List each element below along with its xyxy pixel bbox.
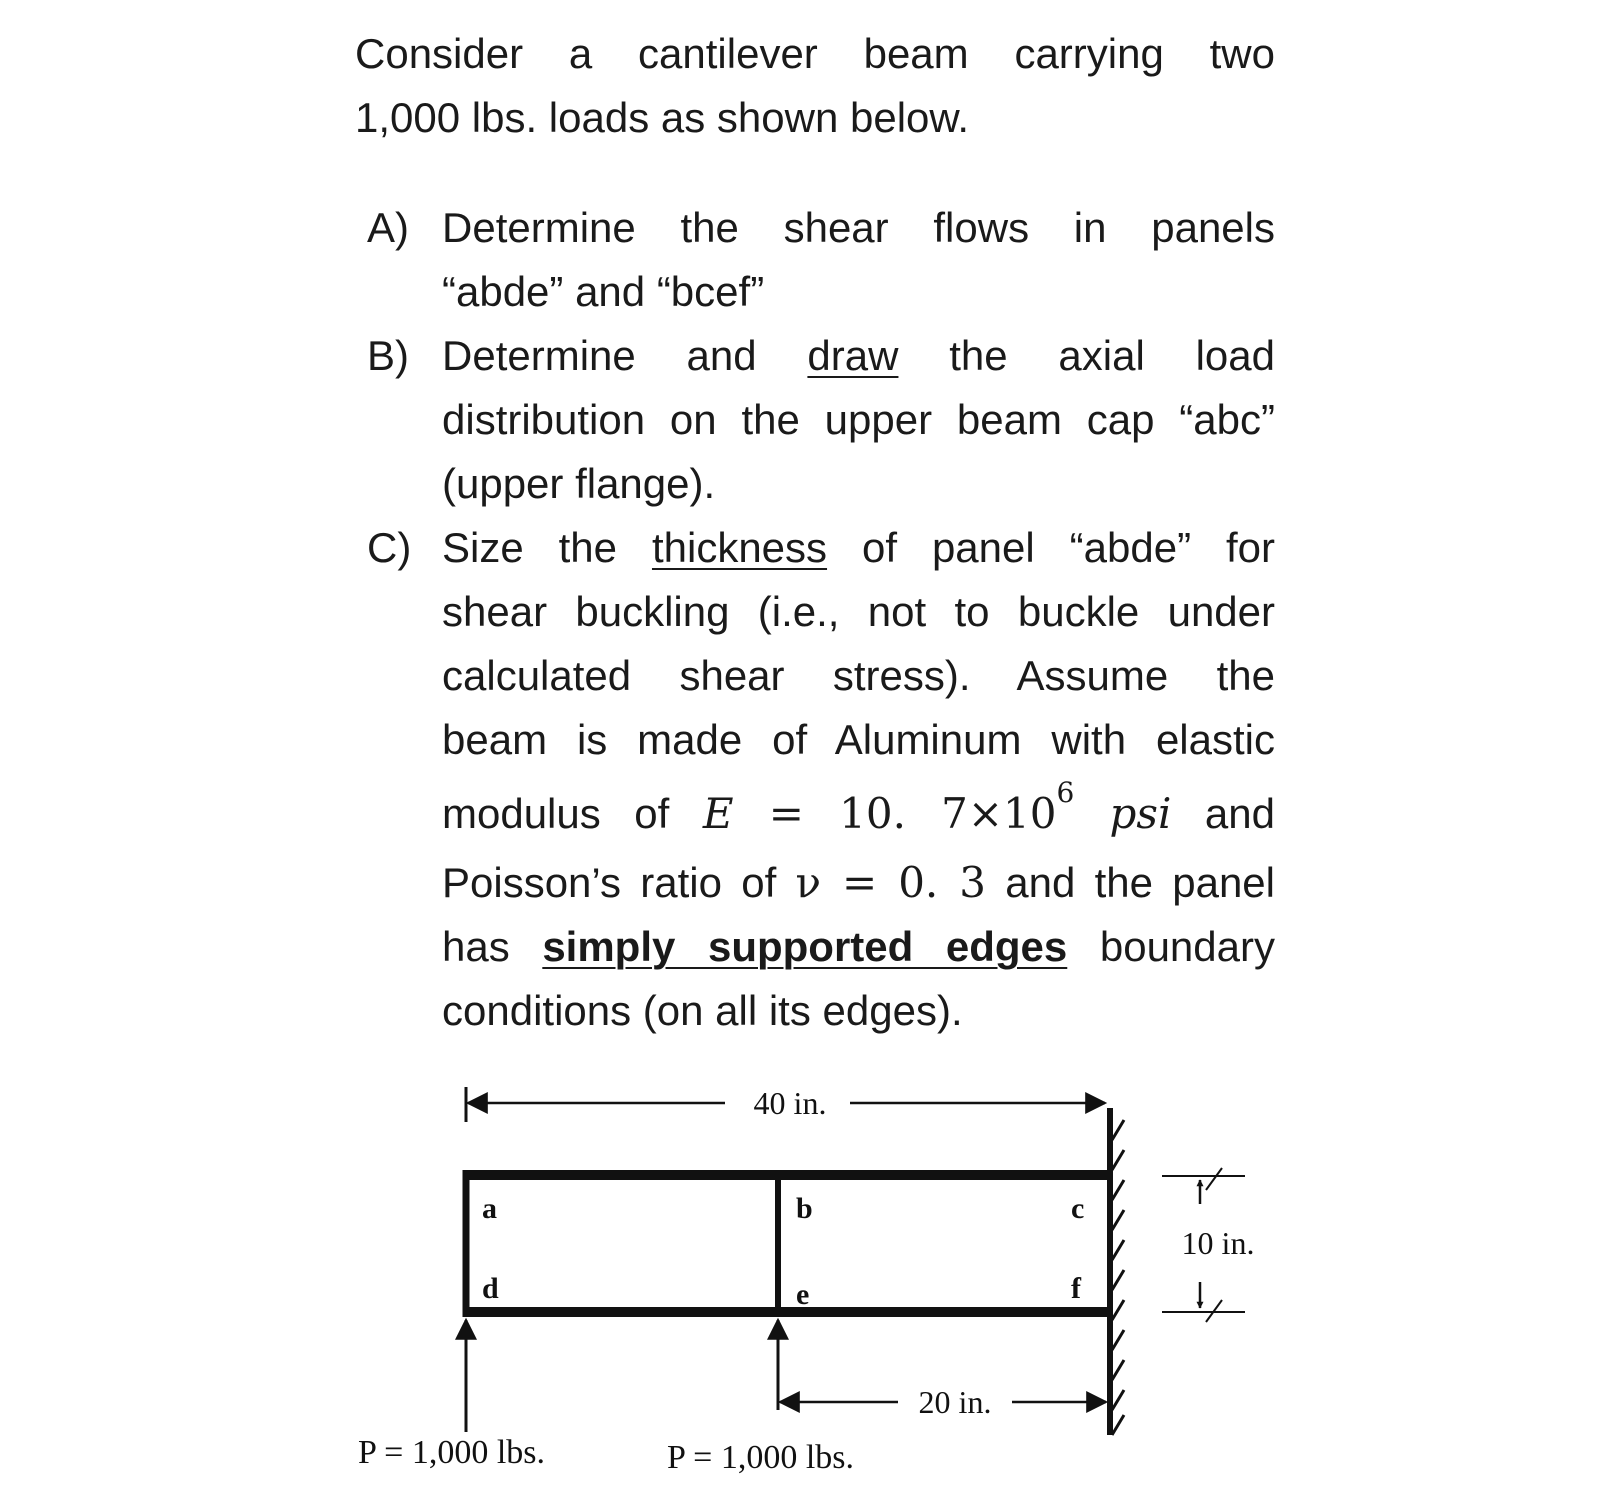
e-symbol: E	[702, 789, 734, 838]
equals-sign: =	[768, 789, 804, 838]
part-c-line-3: calculated shear stress). Assume the	[442, 652, 1275, 699]
poisson-text: Poisson’s ratio of	[442, 859, 777, 906]
e-exponent: 6	[1056, 776, 1075, 809]
part-c-pre: Size the	[442, 524, 618, 571]
part-c-last-line: conditions (on all its edges).	[442, 987, 963, 1034]
wall-hatching	[1112, 1120, 1124, 1435]
part-c-line-4: beam is made of Aluminum with elastic	[442, 716, 1275, 763]
dim-height-label: 10 in.	[1181, 1225, 1255, 1261]
part-b-pre: Determine and	[442, 332, 757, 379]
poisson-post: and the panel	[1005, 859, 1275, 906]
and-word: and	[1204, 790, 1275, 837]
part-a-marker: A)	[367, 204, 409, 251]
part-b-post: the axial load	[949, 332, 1276, 379]
dim-top-label: 40 in.	[753, 1085, 827, 1121]
node-c-label: c	[1071, 1192, 1085, 1225]
part-c-line-2: shear buckling (i.e., not to buckle under	[442, 588, 1275, 635]
part-a-line-1: Determine the shear flows in panels	[442, 204, 1275, 251]
load-left-label: P = 1,000 lbs.	[358, 1434, 545, 1471]
simply-supported-phrase: simply supported edges	[542, 923, 1068, 970]
has-word: has	[442, 923, 510, 970]
part-b-marker: B)	[367, 332, 409, 379]
equals-sign-2: =	[842, 858, 878, 907]
node-d-label: d	[482, 1272, 499, 1305]
e-unit: psi	[1109, 789, 1172, 838]
part-b-line-3: (upper flange).	[442, 460, 716, 507]
part-a-line-2: “abde” and “bcef”	[442, 268, 765, 315]
part-b-line-2: distribution on the upper beam cap “abc”	[442, 396, 1275, 443]
load-middle-label: P = 1,000 lbs.	[667, 1439, 854, 1476]
node-f-label: f	[1071, 1272, 1081, 1305]
intro-line-2: 1,000 lbs. loads as shown below.	[355, 94, 970, 141]
part-c-post: of panel “abde” for	[861, 524, 1275, 571]
nu-symbol: ν	[795, 858, 822, 907]
part-c-marker: C)	[367, 524, 412, 571]
nu-value: 0. 3	[898, 858, 986, 907]
modulus-text: modulus of	[442, 790, 670, 837]
e-mantissa: 10. 7×10	[839, 789, 1057, 838]
draw-underlined: draw	[807, 332, 899, 379]
thickness-underlined: thickness	[651, 524, 828, 571]
dim-bottom-label: 20 in.	[918, 1384, 992, 1420]
node-a-label: a	[482, 1192, 497, 1225]
node-e-label: e	[796, 1278, 810, 1311]
boundary-word: boundary	[1099, 923, 1275, 970]
intro-line-1: Consider a cantilever beam carrying two	[355, 30, 1275, 77]
node-b-label: b	[796, 1192, 813, 1225]
